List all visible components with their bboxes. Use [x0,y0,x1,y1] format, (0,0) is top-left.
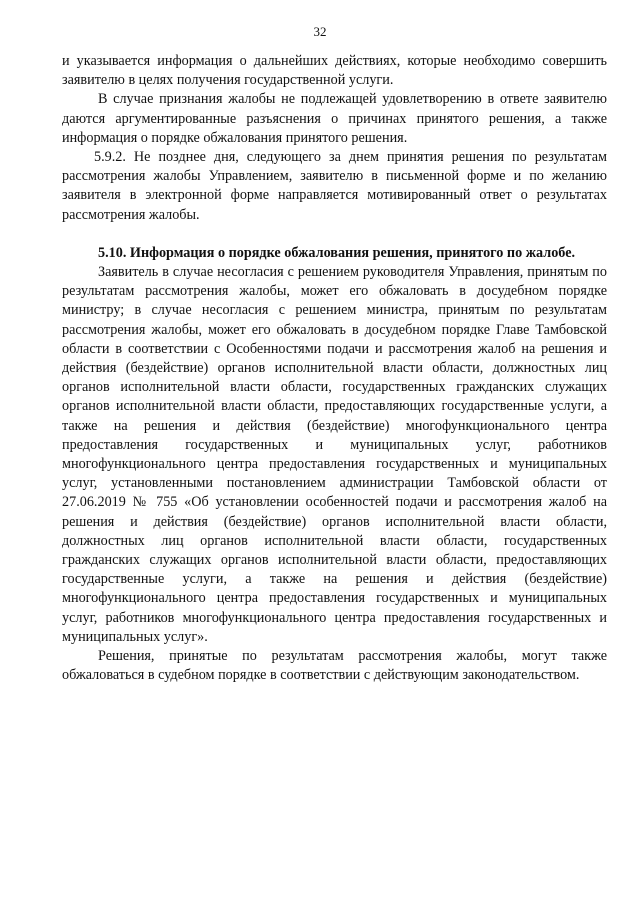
page-number: 32 [313,24,327,39]
paragraph-complaint-rejection: В случае признания жалобы не подлежащей удовлетворению в ответе заявителю даются аргументированные разъяснения о причинах принятого решения, а также информация о порядке обжалования принятого решения. [62,91,607,146]
paragraph-spacer [62,225,607,244]
paragraph-5-9-2: 5.9.2. Не позднее дня, следующего за днем принятия решения по результатам рассмотрения жалобы Управлением, заявителю в письменной форме и по желанию заявителя в электронной форме направляется мотивированный ответ о результатах рассмотрения жалобы. [62,149,607,223]
section-heading-5-10: 5.10. Информация о порядке обжалования решения, принятого по жалобе. [98,244,576,261]
paragraph-court-appeal: Решения, принятые по результатам рассмотрения жалобы, могут также обжаловаться в судебном порядке в соответствии с действующим законодательством. [62,648,607,684]
paragraph-appeal-procedure: Заявитель в случае несогласия с решением руководителя Управления, принятым по результатам рассмотрения жалобы, может его обжаловать в досудебном порядке министру; в случае несогласия с решением министра, принятым по результатам рассмотрения жалобы, может его обжаловать в досудебном порядке Главе Тамбовской области в соответствии с Особенностями подачи и рассмотрения жалоб на решения и действия (бездействие) органов исполнительной власти области, должностных лиц органов исполнительной власти области, государственных гражданских служащих органов исполнительной власти области, предоставляющих государственные услуги, а также на решения и действия (бездействие) многофункционального центра предоставления государственных и муниципальных услуг, работников многофункционального центра предоставления государственных и муниципальных услуг, установленными постановлением администрации Тамбовской области от 27.06.2019 № 755 «Об установлении особенностей подачи и рассмотрения жалоб на решения и действия (бездействие) органов исполнительной власти области, должностных лиц органов исполнительной власти области, государственных гражданских служащих органов исполнительной власти области, предоставляющих государственные услуги, а также на решения и действия (бездействие) многофункционального центра предоставления государственных и муниципальных услуг, работников многофункционального центра предоставления государственных и муниципальных услуг». [62,264,607,645]
paragraph-continuation: и указывается информация о дальнейших действиях, которые необходимо совершить заявителю в целях получения государственной услуги. [62,53,607,89]
document-body [62,52,607,686]
